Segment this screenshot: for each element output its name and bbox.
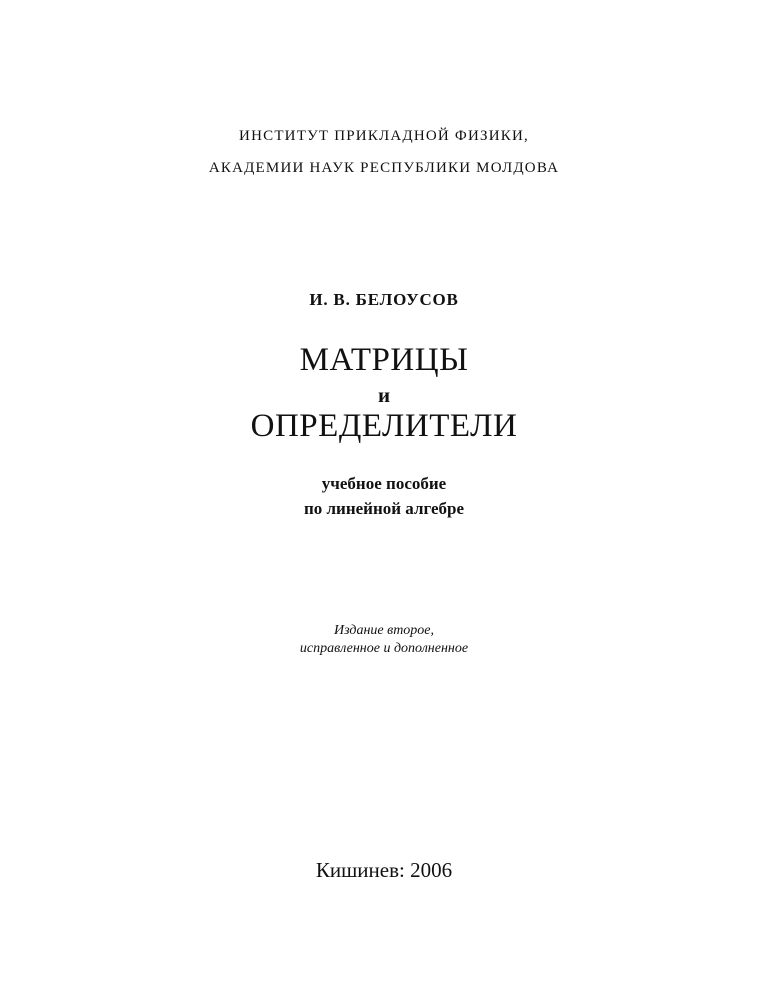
book-title-line1: МАТРИЦЫ — [299, 342, 469, 378]
author-name: И. В. БЕЛОУСОВ — [309, 290, 459, 309]
subtitle-line1: учебное пособие — [321, 474, 447, 493]
imprint-city-year: Кишинев: 2006 — [315, 858, 453, 882]
edition-note-line2: исправленное и дополненное — [299, 641, 469, 656]
book-title-conjunction: и — [377, 383, 391, 407]
book-title-line2: ОПРЕДЕЛИТЕЛИ — [250, 408, 518, 444]
subtitle-line2: по линейной алгебре — [303, 499, 465, 518]
institute-name-line1: ИНСТИТУТ ПРИКЛАДНОЙ ФИЗИКИ, — [239, 128, 529, 144]
institute-name-line2: АКАДЕМИИ НАУК РЕСПУБЛИКИ МОЛДОВА — [208, 160, 560, 176]
edition-note-line1: Издание второе, — [333, 623, 435, 638]
